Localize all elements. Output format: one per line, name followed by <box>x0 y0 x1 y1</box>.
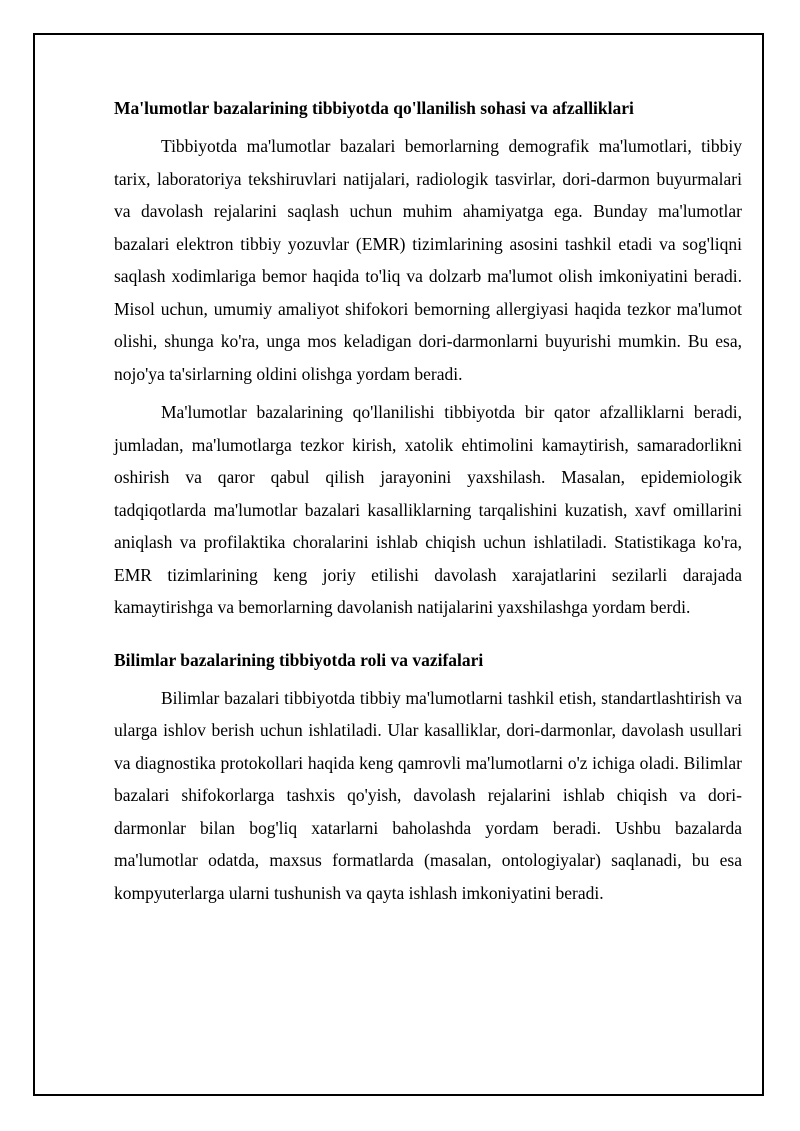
paragraph-knowledge-bases-1: Bilimlar bazalari tibbiyotda tibbiy ma'lumotlarni tashkil etish, standartlashtirish va ularga ishlov berish uchun ishlatiladi. Ular kasalliklar, dori-darmonlar, davolash usullari va diagnostika protokollari haqida keng qamrovli ma'lumotlarni o'z ichiga oladi. Bilimlar bazalari shifokorlarga tashxis qo'yish, davolash rejalarini ishlab chiqish va dori-darmonlar bilan bog'liq xatarlarni baholashda yordam beradi. Ushbu bazalarda ma'lumotlar odatda, maxsus formatlarda (masalan, ontologiyalar) saqlanadi, bu esa kompyuterlarga ularni tushunish va qayta ishlash imkoniyatini beradi. <box>114 687 742 903</box>
paragraph-databases-2: Ma'lumotlar bazalarining qo'llanilishi tibbiyotda bir qator afzalliklarni beradi, jumladan, ma'lumotlarga tezkor kirish, xatolik ehtimolini kamaytirish, samaradorlikni oshirish va qaror qabul qilish jarayonini yaxshilash. Masalan, epidemiologik tadqiqotlarda ma'lumotlar bazalari kasalliklarning tarqalishini kuzatish, xavf omillarini aniqlash va profilaktika choralarini ishlab chiqish uchun ishlatiladi. Statistikaga ko'ra, EMR tizimlarining keng joriy etilishi davolash xarajatlarini sezilarli darajada kamaytirishga va bemorlarning davolanish natijalarini yaxshilashga yordam berdi. <box>114 402 742 617</box>
section-heading-databases: Ma'lumotlar bazalarining tibbiyotda qo'llanilish sohasi va afzalliklari <box>114 98 634 118</box>
paragraph-databases-1: Tibbiyotda ma'lumotlar bazalari bemorlarning demografik ma'lumotlari, tibbiy tarix, laboratoriya tekshiruvlari natijalari, radiologik tasvirlar, dori-darmon buyurmalari va davolash rejalarini saqlash uchun muhim ahamiyatga ega. Bunday ma'lumotlar bazalari elektron tibbiy yozuvlar (EMR) tizimlarining asosini tashkil etadi va sog'liqni saqlash xodimlariga bemor haqida to'liq va dolzarb ma'lumot olish imkoniyatini beradi. Misol uchun, umumiy amaliyot shifokori bemorning allergiyasi haqida tezkor ma'lumot olishi, shunga ko'ra, unga mos keladigan dori-darmonlarni buyurishi mumkin. Bu esa, nojo'ya ta'sirlarning oldini olishga yordam beradi. <box>114 136 742 384</box>
document-body <box>114 96 742 909</box>
section-heading-knowledge-bases: Bilimlar bazalarining tibbiyotda roli va vazifalari <box>114 649 484 670</box>
